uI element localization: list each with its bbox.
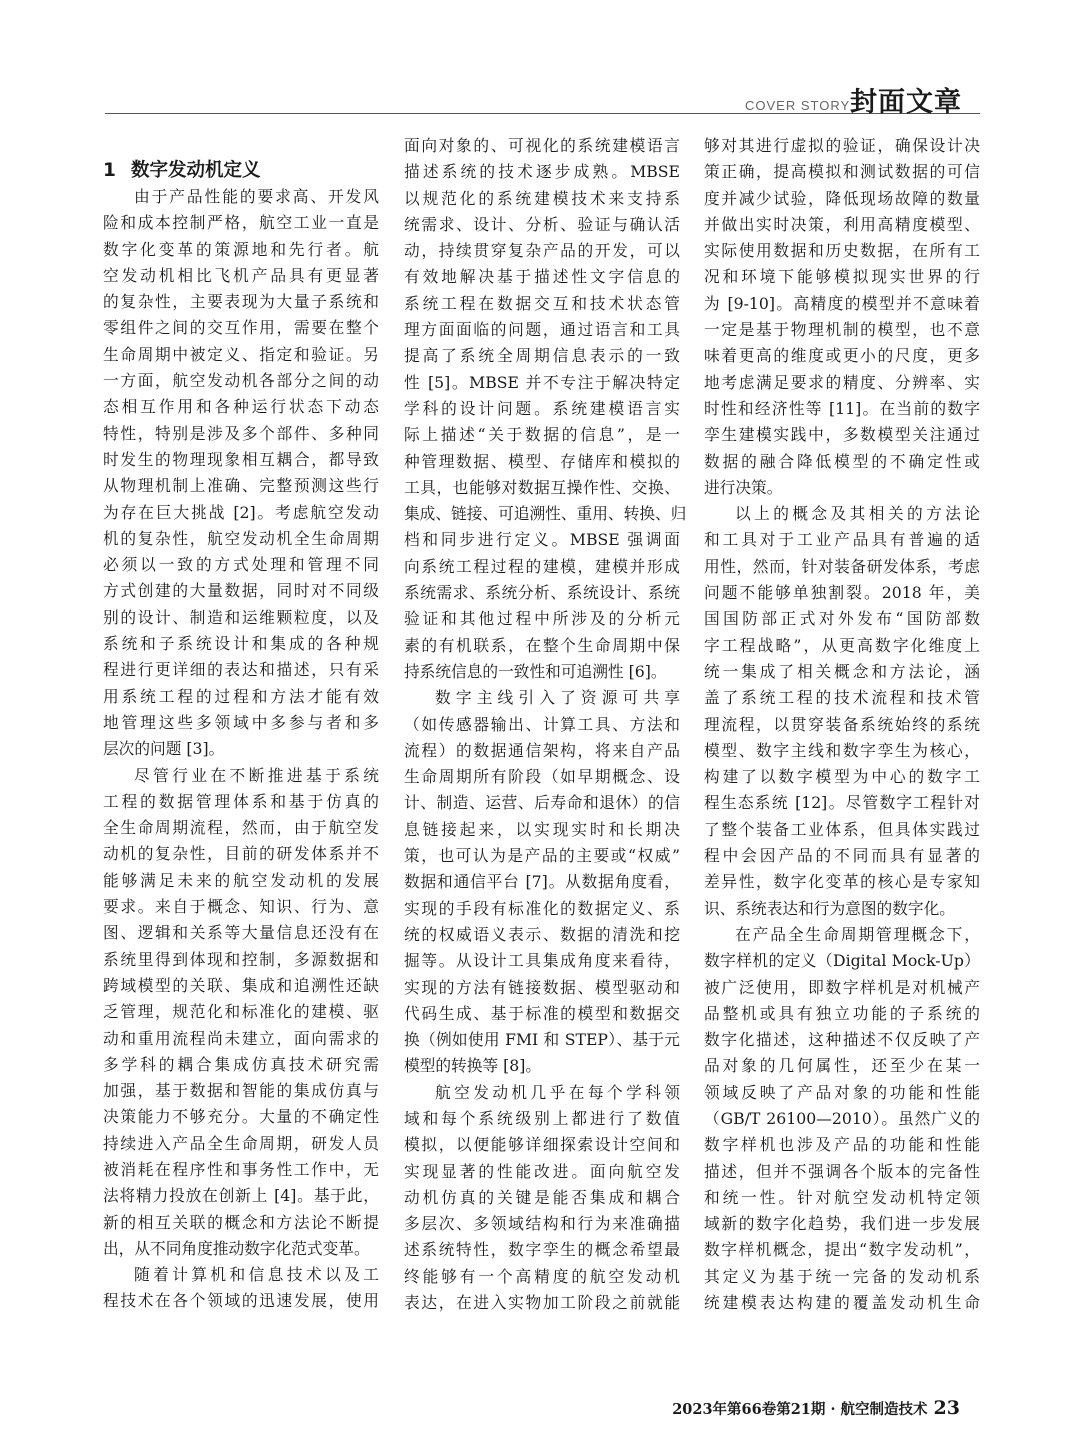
text-line: 模拟，以便能够详细探索设计空间和: [404, 1135, 680, 1155]
text-line: 盖了系统工程的技术流程和技术管: [704, 688, 980, 708]
text-line: 生命周期中被定义、指定和验证。另: [103, 344, 379, 364]
text-line: 验证和其他过程中所涉及的分析元: [404, 609, 680, 629]
text-line: 提高了系统全周期信息表示的一致: [404, 346, 680, 366]
text-line: 有效地解决基于描述性文字信息的: [404, 267, 680, 287]
text-line: 统一集成了相关概念和方法论，涵: [704, 661, 980, 681]
text-line: 程中会因产品的不同而具有显著的: [704, 846, 980, 866]
text-line: 态相互作用和各种运行状态下动态: [103, 397, 379, 417]
text-line: 策，也可认为是产品的主要或“权威”: [404, 846, 680, 866]
text-line: 在产品全生命周期管理概念下，: [735, 924, 980, 944]
text-line: 域新的数字化趋势，我们进一步发展: [704, 1214, 980, 1234]
text-line: 工具，也能够对数据互操作性、交换、: [404, 477, 680, 497]
text-line: 策正确，提高模拟和测试数据的可信: [704, 162, 980, 182]
text-line: 全生命周期流程，然而，由于航空发: [103, 818, 379, 838]
text-line: 跨域模型的关联、集成和追溯性还缺: [103, 975, 379, 995]
text-line: 被消耗在程序性和事务性工作中，无: [103, 1159, 379, 1179]
text-line: 用性，然而，针对装备研发体系，考虑: [704, 556, 980, 576]
text-line: 息链接起来，以实现实时和长期决: [404, 819, 680, 839]
section-number: 1: [103, 160, 116, 181]
text-line: 计、制造、运营、后寿命和退休）的信: [404, 793, 680, 813]
text-line: 国国防部正式对外发布“国防部数: [704, 609, 980, 629]
text-line: 实现的方法有链接数据、模型驱动和: [404, 977, 680, 997]
text-line: 数字主线引入了资源可共享: [435, 688, 680, 708]
text-line: 地考虑满足要求的精度、分辨率、实: [704, 372, 980, 392]
text-line: 其定义为基于统一完备的发动机系: [704, 1266, 980, 1286]
text-line: 以上的概念及其相关的方法论: [735, 504, 980, 524]
text-line: 和工具对于工业产品具有普遍的适: [704, 530, 980, 550]
text-line: 学科的设计问题。系统建模语言实: [404, 398, 680, 418]
text-line: 层次的问题 [3]。: [103, 739, 225, 759]
text-line: 程技术在各个领域的迅速发展，使用: [103, 1291, 379, 1311]
text-line: 并做出实时决策，利用高精度模型、: [704, 214, 980, 234]
text-line: 模型的转换等 [8]。: [404, 1056, 542, 1076]
text-line: 系统和子系统设计和集成的各种规: [103, 634, 379, 654]
header-rule: [105, 113, 980, 114]
text-line: 由于产品性能的要求高、开发风: [134, 187, 379, 206]
text-line: 系统里得到体现和控制，多源数据和: [103, 949, 379, 969]
page-number: 23: [933, 1397, 960, 1419]
text-line: 必须以一致的方式处理和管理不同: [103, 555, 379, 575]
text-line: 描述，但并不强调各个版本的完备性: [704, 1161, 980, 1181]
text-line: 终能够有一个高精度的航空发动机: [404, 1266, 680, 1286]
text-line: 为存在巨大挑战 [2]。考虑航空发动: [103, 502, 379, 522]
text-line: 地管理这些多领域中多参与者和多: [103, 712, 379, 732]
column-left: [103, 158, 379, 1315]
text-line: 集成、链接、可追溯性、重用、转换、归: [404, 504, 687, 524]
text-line: 数字化描述，这种描述不仅反映了产: [704, 1030, 980, 1050]
text-line: （如传感器输出、计算工具、方法和: [404, 714, 680, 734]
text-line: 表达，在进入实物加工阶段之前就能: [404, 1293, 680, 1313]
text-line: 机的复杂性，航空发动机全生命周期: [103, 528, 379, 548]
text-line: 实现显著的性能改进。面向航空发: [404, 1161, 680, 1181]
text-line: 差异性，数字化变革的核心是专家知: [704, 872, 980, 892]
text-line: 掘等。从设计工具集成角度来看待，: [404, 951, 680, 971]
text-line: 程生态系统 [12]。尽管数字工程针对: [704, 793, 980, 813]
text-line: 要求。来自于概念、知识、行为、意: [103, 897, 379, 917]
text-line: 数据和通信平台 [7]。从数据角度看，: [404, 872, 680, 892]
section-heading: [103, 158, 379, 184]
section-title: 数字发动机定义: [131, 160, 261, 181]
text-line: 持续进入产品全生命周期，研发人员: [103, 1133, 379, 1153]
text-line: 工程的数据管理体系和基于仿真的: [103, 791, 379, 811]
text-line: 时性和经济性等 [11]。在当前的数字: [704, 398, 980, 418]
text-line: 空发动机相比飞机产品具有更显著: [103, 265, 379, 285]
text-line: 域和每个系统级别上都进行了数值: [404, 1108, 680, 1128]
header-section-en: COVER STORY: [745, 98, 851, 113]
text-line: 系统工程在数据交互和技术状态管: [404, 293, 680, 313]
text-line: 领域反映了产品对象的功能和性能: [704, 1082, 980, 1102]
text-line: 代码生成、基于标准的模型和数据交: [404, 1003, 680, 1023]
text-line: 航空发动机几乎在每个学科领: [435, 1082, 680, 1102]
text-line: 一定是基于物理机制的模型，也不意: [704, 320, 980, 340]
text-line: 动，持续贯穿复杂产品的开发，可以: [404, 241, 680, 261]
text-line: 识、系统表达和行为意图的数字化。: [704, 898, 955, 918]
text-line: 乏管理，规范化和标准化的建模、驱: [103, 1002, 379, 1022]
text-line: 够对其进行虚拟的验证，确保设计决: [704, 136, 980, 155]
journal-issue: 2023年第66卷第21期 · 航空制造技术: [672, 1401, 928, 1418]
text-line: 味着更高的维度或更小的尺度，更多: [704, 346, 980, 366]
text-line: 持系统信息的一致性和可追溯性 [6]。: [404, 661, 667, 681]
text-line: 况和环境下能够模拟现实世界的行: [704, 267, 980, 287]
text-line: 方式创建的大量数据，同时对不同级: [103, 581, 379, 601]
text-line: 统的权威语义表示、数据的清洗和挖: [404, 924, 680, 944]
text-line: 时发生的物理现象相互耦合，都导致: [103, 449, 379, 469]
text-line: 际上描述“关于数据的信息”，是一: [404, 425, 680, 445]
text-line: 素的有机联系，在整个生命周期中保: [404, 635, 680, 655]
text-line: 了整个装备工业体系，但具体实践过: [704, 819, 980, 839]
text-line: 理方面面临的问题，通过语言和工具: [404, 320, 680, 340]
text-line: 新的相互关联的概念和方法论不断提: [103, 1212, 379, 1232]
text-line: 加强，基于数据和智能的集成仿真与: [103, 1081, 379, 1101]
text-line: 描述系统的技术逐步成熟。MBSE: [404, 162, 680, 182]
text-line: 理流程，以贯穿装备系统始终的系统: [704, 714, 980, 734]
text-line: 决策能力不够充分。大量的不确定性: [103, 1107, 379, 1127]
text-line: 度并减少试验，降低现场故障的数量: [704, 188, 980, 208]
text-line: 多学科的耦合集成仿真技术研究需: [103, 1054, 379, 1074]
text-line: 构建了以数字模型为中心的数字工: [704, 767, 980, 787]
text-line: 法将精力投放在创新上 [4]。基于此，: [103, 1186, 379, 1206]
text-line: 档和同步进行定义。MBSE 强调面: [404, 530, 680, 550]
text-line: 实际使用数据和历史数据，在所有工: [704, 241, 980, 261]
text-line: 用系统工程的过程和方法才能有效: [103, 686, 379, 706]
text-line: 多层次、多领域结构和行为来准确描: [404, 1214, 680, 1234]
text-line: （GB/T 26100—2010）。虽然广义的: [704, 1108, 980, 1128]
text-line: 能够满足未来的航空发动机的发展: [103, 870, 379, 890]
page-footer: [672, 1397, 960, 1419]
text-line: 品对象的几何属性，还至少在某一: [704, 1056, 980, 1076]
text-line: 换（例如使用 FMI 和 STEP）、基于元: [404, 1030, 680, 1050]
text-line: 统建模表达构建的覆盖发动机生命: [704, 1293, 980, 1313]
text-line: 为 [9-10]。高精度的模型并不意味着: [704, 293, 980, 313]
text-line: 系统需求、系统分析、系统设计、系统: [404, 583, 680, 603]
text-line: 数字化变革的策源地和先行者。航: [103, 239, 379, 259]
text-line: 进行决策。: [704, 477, 783, 497]
text-line: 一方面，航空发动机各部分之间的动: [103, 371, 379, 391]
text-line: 流程）的数据通信架构，将来自产品: [404, 740, 680, 760]
text-line: 从物理机制上准确、完整预测这些行: [103, 476, 379, 496]
text-line: 数字样机的定义（Digital Mock-Up）: [704, 951, 980, 971]
header-section-zh: 封面文章: [850, 87, 962, 118]
text-line: 尽管行业在不断推进基于系统: [134, 765, 379, 785]
text-line: 险和成本控制严格，航空工业一直是: [103, 213, 379, 233]
column-middle: [404, 133, 687, 1316]
text-line: 品整机或具有独立功能的子系统的: [704, 1003, 980, 1023]
text-line: 程进行更详细的表达和描述，只有采: [103, 660, 379, 680]
text-line: 孪生建模实践中，多数模型关注通过: [704, 425, 980, 445]
text-line: 以规范化的系统建模技术来支持系: [404, 188, 680, 208]
text-line: 数字样机概念，提出“数字发动机”，: [704, 1240, 980, 1260]
text-line: 数字样机也涉及产品的功能和性能: [704, 1135, 980, 1155]
text-line: 动和重用流程尚未建立，面向需求的: [103, 1028, 379, 1048]
text-line: 别的设计、制造和运维颗粒度，以及: [103, 607, 379, 627]
text-line: 问题不能够单独割裂。2018 年，美: [704, 583, 980, 603]
text-line: 和统一性。针对航空发动机特定领: [704, 1187, 980, 1207]
text-line: 统需求、设计、分析、验证与确认活: [404, 214, 680, 234]
text-line: 图、逻辑和关系等大量信息还没有在: [103, 923, 379, 943]
text-line: 模型、数字主线和数字孪生为核心，: [704, 740, 980, 760]
text-line: 随着计算机和信息技术以及工: [134, 1265, 379, 1285]
text-line: 向系统工程过程的建模，建模并形成: [404, 556, 680, 576]
text-line: 字工程战略”，从更高数字化维度上: [704, 635, 980, 655]
text-line: 动机仿真的关键是能否集成和耦合: [404, 1187, 680, 1207]
text-line: 面向对象的、可视化的系统建模语言: [404, 136, 680, 155]
column-right: [704, 133, 980, 1316]
text-line: 性 [5]。MBSE 并不专注于解决特定: [404, 372, 680, 392]
text-line: 特性，特别是涉及多个部件、多种同: [103, 423, 379, 443]
text-line: 生命周期所有阶段（如早期概念、设: [404, 767, 680, 787]
text-line: 零组件之间的交互作用，需要在整个: [103, 318, 379, 338]
text-line: 出，从不同角度推动数字化范式变革。: [103, 1238, 370, 1258]
text-line: 的复杂性，主要表现为大量子系统和: [103, 292, 379, 312]
text-line: 数据的融合降低模型的不确定性或: [704, 451, 980, 471]
text-line: 述系统特性，数字孪生的概念希望最: [404, 1240, 680, 1260]
text-line: 被广泛使用，即数字样机是对机械产: [704, 977, 980, 997]
text-line: 种管理数据、模型、存储库和模拟的: [404, 451, 680, 471]
text-line: 动机的复杂性，目前的研发体系并不: [103, 844, 379, 864]
text-line: 实现的手段有标准化的数据定义、系: [404, 898, 680, 918]
